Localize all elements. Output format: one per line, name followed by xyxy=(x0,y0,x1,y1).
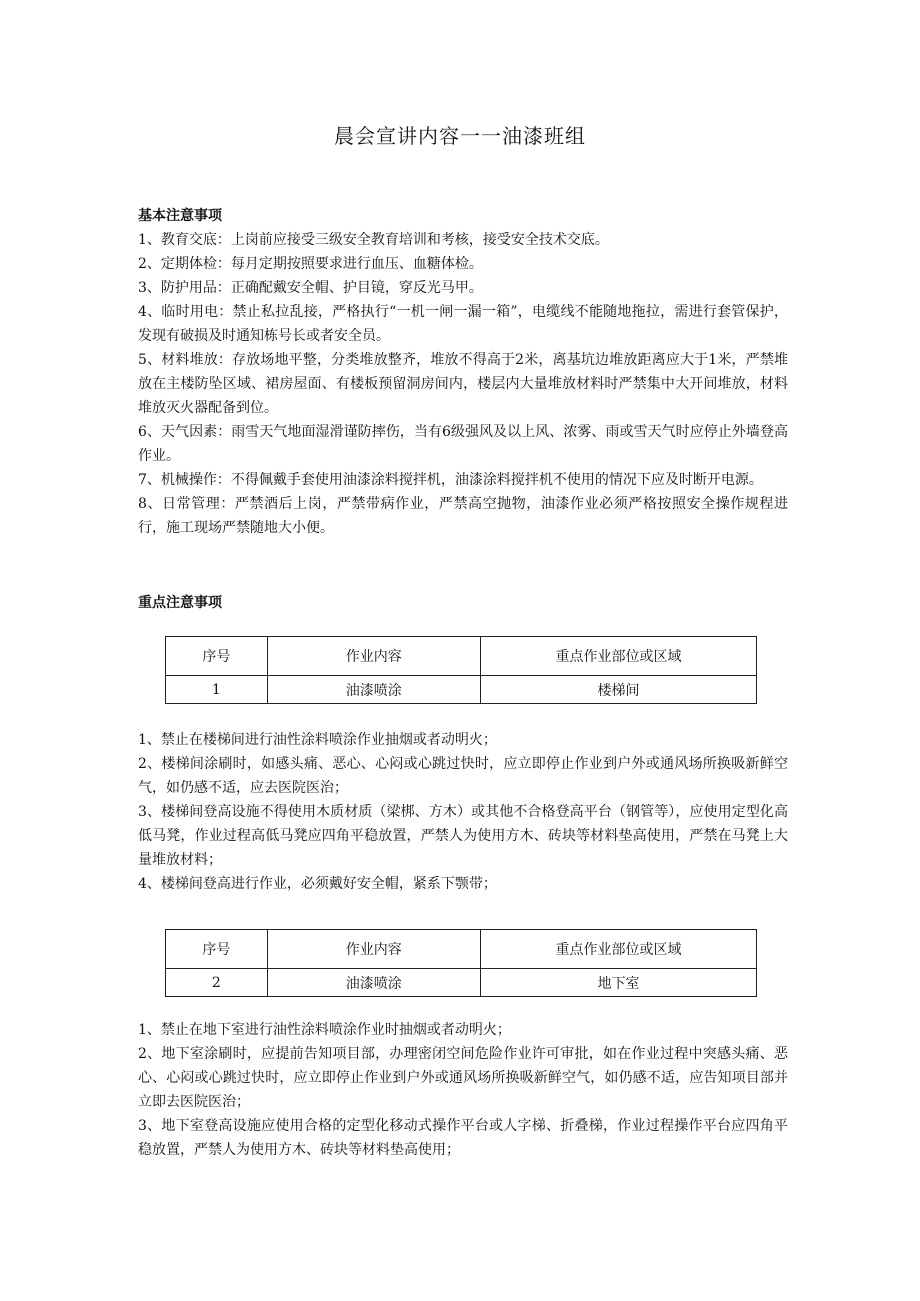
key-note-item: 1、禁止在楼梯间进行油性涂料喷涂作业抽烟或者动明火； xyxy=(138,732,497,748)
basic-note-item: 6、天气因素：雨雪天气地面湿滑谨防摔伤，当有6级强风及以上风、浓雾、雨或雪天气时应停止外墙登高作业。 xyxy=(138,424,788,464)
key-note-item: 3、楼梯间登高设施不得使用木质材质（梁梆、方木）或其他不合格登高平台（钢管等），应使用定型化高低马凳，作业过程高低马凳应四角平稳放置，严禁人为使用方木、砖块等材料垫高使用，严禁在马凳上大量堆放材料； xyxy=(138,804,788,868)
column-header-area: 重点作业部位或区域 xyxy=(480,637,756,676)
table-row xyxy=(166,676,757,704)
column-header-number: 序号 xyxy=(166,930,268,969)
key-note-item: 3、地下室登高设施应使用合格的定型化移动式操作平台或人字梯、折叠梯，作业过程操作平台应四角平稳放置，严禁人为使用方木、砖块等材料垫高使用； xyxy=(138,1118,788,1158)
basic-notes-list xyxy=(138,228,788,540)
key-notes-heading: 重点注意事项 xyxy=(138,595,222,611)
stairwell-notes-list xyxy=(138,728,788,896)
key-note-item: 2、楼梯间涂刷时，如感头痛、恶心、心闷或心跳过快时，应立即停止作业到户外或通风场所换吸新鲜空气，如仍感不适，应去医院医治； xyxy=(138,756,788,796)
table-cell-task: 油漆喷涂 xyxy=(267,676,480,704)
key-task-table-2 xyxy=(165,929,757,997)
column-header-area: 重点作业部位或区域 xyxy=(480,930,756,969)
key-task-table-1 xyxy=(165,636,757,704)
table-cell-number: 1 xyxy=(166,676,268,704)
table-cell-number: 2 xyxy=(166,969,268,997)
table-cell-task: 油漆喷涂 xyxy=(267,969,480,997)
basic-note-item: 5、材料堆放：存放场地平整，分类堆放整齐，堆放不得高于2米，离基坑边堆放距离应大于1米，严禁堆放在主楼防坠区域、裙房屋面、有楼板预留洞房间内，楼层内大量堆放材料时严禁集中大开间堆放，材料堆放灭火器配备到位。 xyxy=(138,352,788,416)
basic-note-item: 3、防护用品：正确配戴安全帽、护目镜，穿反光马甲。 xyxy=(138,280,483,296)
table-header-row xyxy=(166,930,757,969)
basic-note-item: 2、定期体检：每月定期按照要求进行血压、血糖体检。 xyxy=(138,256,483,272)
basic-notes-heading: 基本注意事项 xyxy=(138,208,222,224)
table-row xyxy=(166,969,757,997)
table-header-row xyxy=(166,637,757,676)
column-header-task: 作业内容 xyxy=(267,930,480,969)
key-note-item: 1、禁止在地下室进行油性涂料喷涂作业时抽烟或者动明火； xyxy=(138,1022,511,1038)
basement-notes-list xyxy=(138,1018,788,1162)
basic-note-item: 7、机械操作：不得佩戴手套使用油漆涂料搅拌机，油漆涂料搅拌机不使用的情况下应及时断开电源。 xyxy=(138,472,763,488)
column-header-number: 序号 xyxy=(166,637,268,676)
basic-note-item: 8、日常管理：严禁酒后上岗，严禁带病作业，严禁高空抛物，油漆作业必须严格按照安全操作规程进行，施工现场严禁随地大小便。 xyxy=(138,496,788,536)
basic-note-item: 4、临时用电：禁止私拉乱接，严格执行“一机一闸一漏一箱”，电缆线不能随地拖拉，需进行套管保护，发现有破损及时通知栋号长或者安全员。 xyxy=(138,304,788,344)
key-note-item: 4、楼梯间登高进行作业，必须戴好安全帽，紧系下颚带； xyxy=(138,876,497,892)
key-note-item: 2、地下室涂刷时，应提前告知项目部，办理密闭空间危险作业许可审批，如在作业过程中突感头痛、恶心、心闷或心跳过快时，应立即停止作业到户外或通风场所换吸新鲜空气，如仍感不适，应告知项目部并立即去医院医治； xyxy=(138,1046,788,1110)
table-cell-area: 楼梯间 xyxy=(480,676,756,704)
basic-note-item: 1、教育交底：上岗前应接受三级安全教育培训和考核，接受安全技术交底。 xyxy=(138,232,609,248)
page-title: 晨会宣讲内容一一油漆班组 xyxy=(334,124,586,148)
column-header-task: 作业内容 xyxy=(267,637,480,676)
table-cell-area: 地下室 xyxy=(480,969,756,997)
